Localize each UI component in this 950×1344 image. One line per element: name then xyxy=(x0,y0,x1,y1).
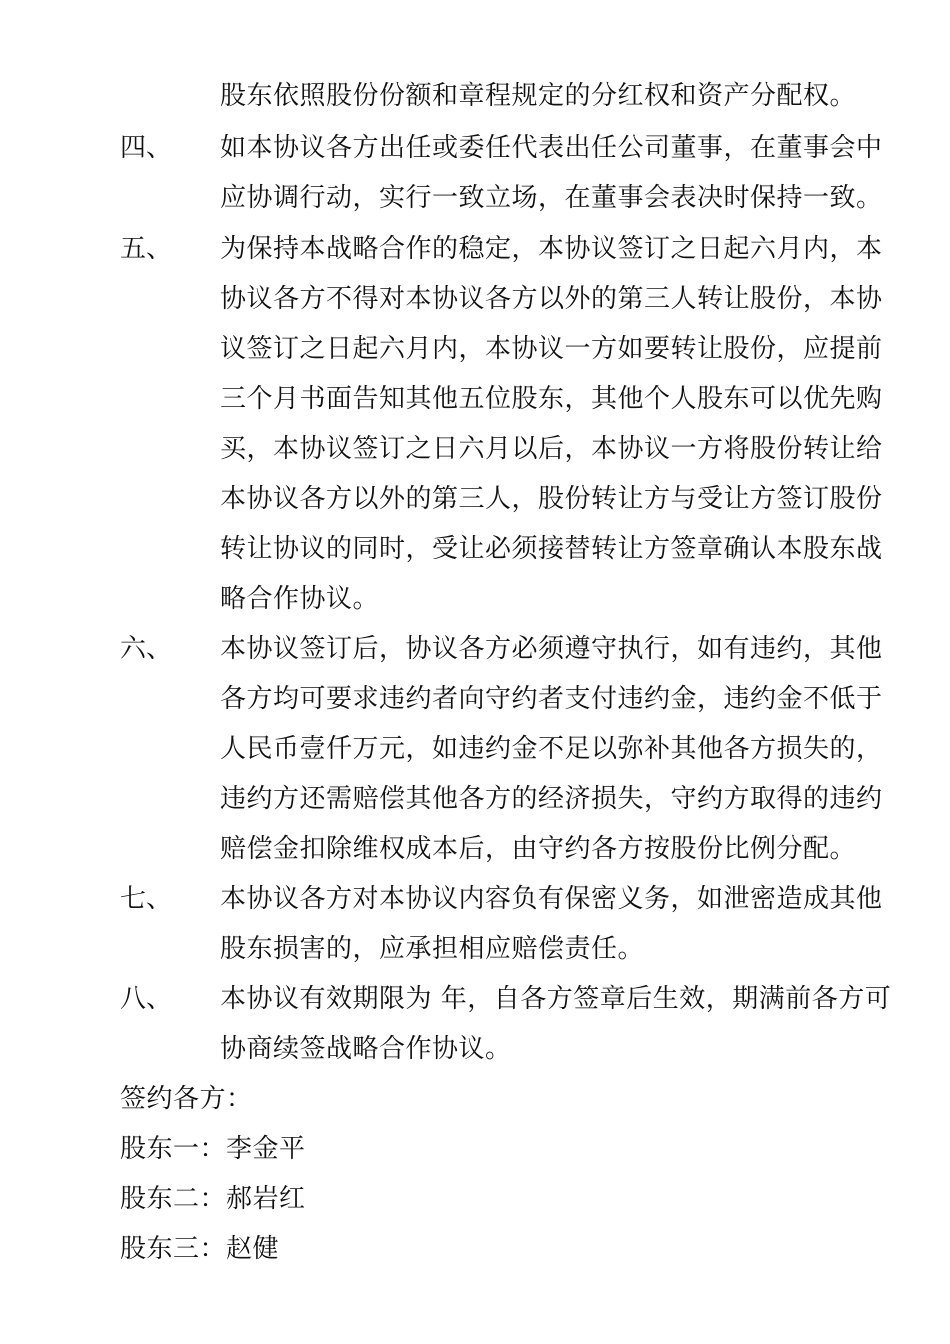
clause-line: 赔偿金扣除维权成本后，由守约各方按股份比例分配。 xyxy=(220,834,857,864)
clause-line: 三个月书面告知其他五位股东，其他个人股东可以优先购 xyxy=(220,384,883,414)
clause-line: 略合作协议。 xyxy=(220,584,380,614)
clause-line: 协议各方不得对本协议各方以外的第三人转让股份，本协 xyxy=(220,284,883,314)
signatory-line: 股东三：赵健 xyxy=(120,1234,280,1264)
clause-line: 本协议各方对本协议内容负有保密义务，如泄密造成其他 xyxy=(220,884,883,914)
clause-line: 协商续签战略合作协议。 xyxy=(220,1034,512,1064)
clause-line: 应协调行动，实行一致立场，在董事会表决时保持一致。 xyxy=(220,183,883,213)
clause-line: 本协议签订后，协议各方必须遵守执行，如有违约，其他 xyxy=(220,634,883,664)
clause-line: 本协议有效期限为 年，自各方签章后生效，期满前各方可 xyxy=(220,984,892,1014)
clause-line: 如本协议各方出任或委任代表出任公司董事，在董事会中 xyxy=(220,133,883,163)
clause-line: 转让协议的同时，受让必须接替转让方签章确认本股东战 xyxy=(220,534,883,564)
clause-number: 七、 xyxy=(120,884,173,914)
intro-continuation-line: 股东依照股份份额和章程规定的分红权和资产分配权。 xyxy=(220,81,857,111)
clause-line: 违约方还需赔偿其他各方的经济损失，守约方取得的违约 xyxy=(220,784,883,814)
signatory-line: 股东二：郝岩红 xyxy=(120,1184,306,1214)
clause-line: 股东损害的，应承担相应赔偿责任。 xyxy=(220,934,645,964)
clause-line: 为保持本战略合作的稳定，本协议签订之日起六月内，本 xyxy=(220,234,883,264)
clause-number: 八、 xyxy=(120,984,173,1014)
clause-line: 买，本协议签订之日六月以后，本协议一方将股份转让给 xyxy=(220,434,883,464)
clause-number: 六、 xyxy=(120,634,173,664)
clause-line: 各方均可要求违约者向守约者支付违约金，违约金不低于 xyxy=(220,684,883,714)
clause-line: 议签订之日起六月内，本协议一方如要转让股份，应提前 xyxy=(220,334,883,364)
clause-line: 本协议各方以外的第三人，股份转让方与受让方签订股份 xyxy=(220,484,883,514)
clause-number: 五、 xyxy=(120,234,173,264)
signatories-heading: 签约各方： xyxy=(120,1084,253,1114)
clause-line: 人民币壹仟万元，如违约金不足以弥补其他各方损失的， xyxy=(220,734,883,764)
signatory-line: 股东一：李金平 xyxy=(120,1134,306,1164)
clause-number: 四、 xyxy=(120,133,173,163)
